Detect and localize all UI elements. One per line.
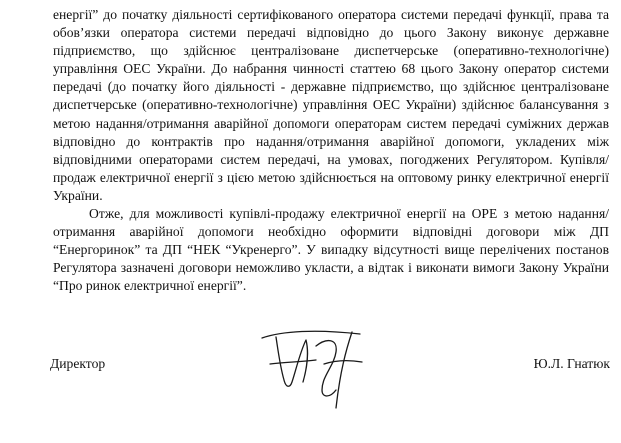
signatory-title: Директор bbox=[50, 356, 106, 371]
paragraph-conclusion: Отже, для можливості купівлі-продажу електричної енергії на ОРЕ з метою надання/отримання аварійної допомоги необхідно оформити відповідні договори між ДП “Енергоринок” та ДП “НЕК “Укренерго”. У випадку відсутності вище перелічених постанов Регулятора зазначені договори неможливо укласти, а відтак і виконати вимоги Закону України “Про ринок електричної енергії”. bbox=[53, 206, 609, 294]
paragraph-continuation: енергії” до початку діяльності сертифікованого оператора системи передачі функції, права та обов’язки оператора системи передачі відповідно до цього Закону виконує державне підприємство, що здійснює централізоване диспетчерське (оперативно-технологічне) управління ОЕС України. До набрання чинності статтею 68 цього Закону оператор системи передачі (до початку його діяльності - державне підприємство, що здійснює централізоване диспетчерське (оперативно-технологічне) управління ОЕС України) здійснює балансування з метою надання/отримання аварійної допомоги операторам систем передачі суміжних держав відповідно до контрактів про надання/отримання аварійної допомоги, укладених між відповідними операторами систем передачі, на умовах, погоджених Регулятором. Купівля/продаж електричної енергії з цією метою здійснюється на оптовому ринку електричної енергії України. bbox=[53, 7, 609, 203]
signature-block bbox=[50, 356, 610, 380]
signatory-name: Ю.Л. Гнатюк bbox=[533, 356, 610, 371]
letter-body bbox=[53, 6, 609, 296]
